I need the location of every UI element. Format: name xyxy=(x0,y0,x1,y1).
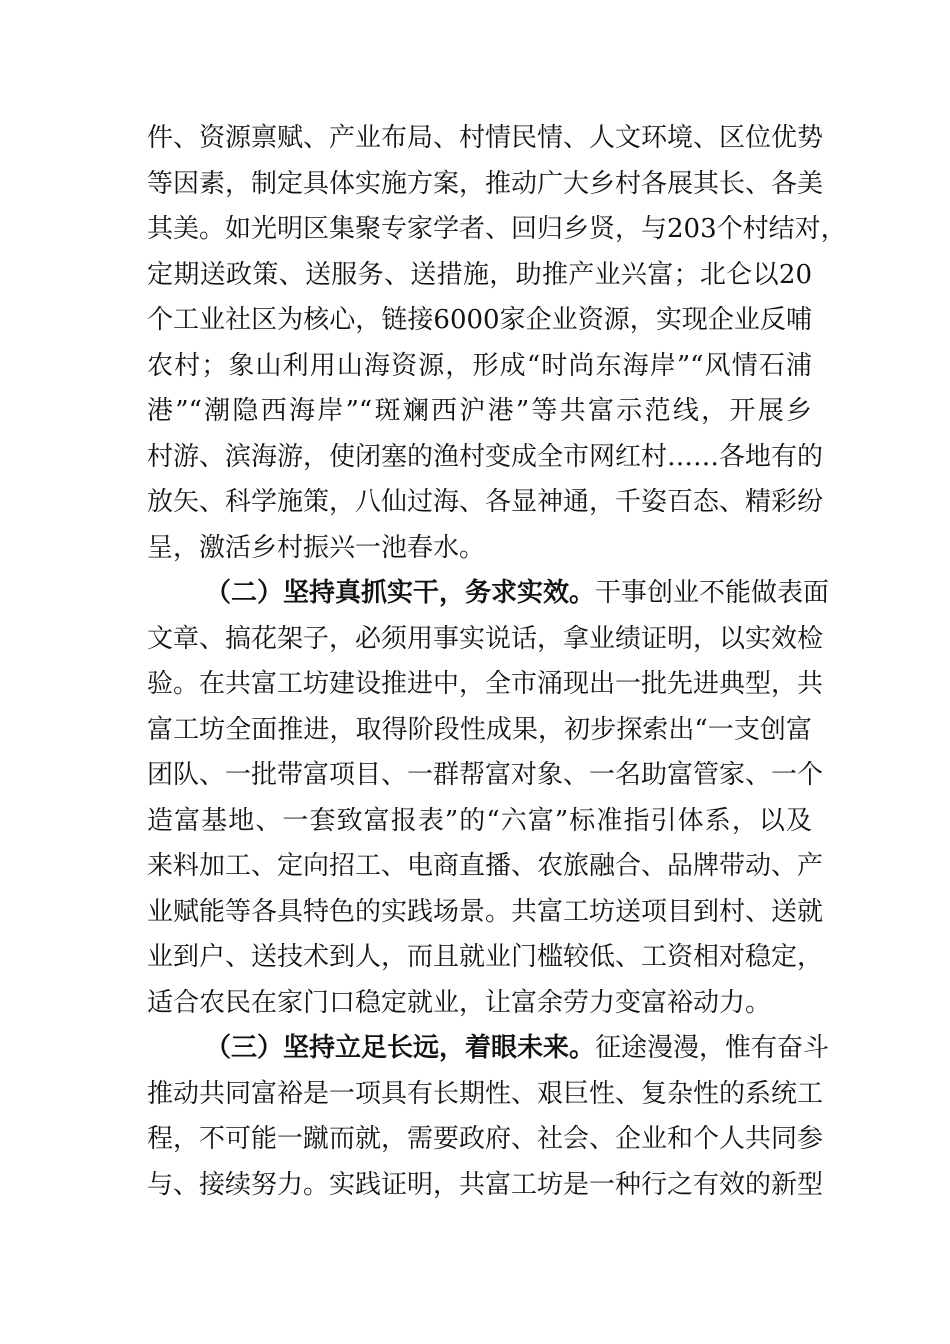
text-line: 来料加工、定向招工、电商直播、农旅融合、品牌带动、产 xyxy=(147,851,824,881)
text-line: 业到户、送技术到人，而且就业门槛较低、工资相对稳定， xyxy=(147,942,824,972)
text-line: 与、接续努力。实践证明，共富工坊是一种行之有效的新型 xyxy=(147,1169,824,1200)
text-line xyxy=(147,571,830,617)
text-line: 程，不可能一蹴而就，需要政府、社会、企业和个人共同参 xyxy=(147,1124,824,1154)
section-heading: （二）坚持真抓实干，务求实效。 xyxy=(205,578,596,608)
paragraph-2 xyxy=(147,571,830,1026)
text-line: 港”“潮隐西海岸”“斑斓西沪港”等共富示范线，开展乡 xyxy=(147,396,812,426)
text-line: 件、资源禀赋、产业布局、村情民情、人文环境、区位优势 xyxy=(147,123,824,153)
text-line xyxy=(147,1026,830,1072)
text-line: 放矢、科学施策，八仙过海、各显神通，千姿百态、精彩纷 xyxy=(147,487,824,517)
text-line: 富工坊全面推进，取得阶段性成果，初步探索出“一支创富 xyxy=(147,714,812,745)
text-line: 等因素，制定具体实施方案，推动广大乡村各展其长、各美 xyxy=(147,168,824,199)
body-text xyxy=(147,116,847,1208)
text-line: 适合农民在家门口稳定就业，让富余劳力变富裕动力。 xyxy=(147,987,772,1018)
paragraph-3 xyxy=(147,1026,830,1208)
text-line: 农村；象山利用山海资源，形成“时尚东海岸”“风情石浦 xyxy=(147,350,812,381)
text-line: 文章、搞花架子，必须用事实说话，拿业绩证明，以实效检 xyxy=(147,623,824,654)
text-line: 呈，激活乡村振兴一池春水。 xyxy=(147,532,486,563)
text-line: 村游、滨海游，使闭塞的渔村变成全市网红村……各地有的 xyxy=(147,441,824,472)
text-line: 其美。如光明区集聚专家学者、回归乡贤，与203个村结对， xyxy=(147,214,847,244)
paragraph-1 xyxy=(147,116,847,571)
text-run: 征途漫漫，惟有奋斗 xyxy=(595,1033,830,1063)
text-line: 定期送政策、送服务、送措施，助推产业兴富；北仑以20 xyxy=(147,259,812,290)
text-line: 业赋能等各具特色的实践场景。共富工坊送项目到村、送就 xyxy=(147,896,824,927)
text-line: 个工业社区为核心，链接6000家企业资源，实现企业反哺 xyxy=(147,305,812,335)
text-line: 造富基地、一套致富报表”的“六富”标准指引体系，以及 xyxy=(147,805,812,836)
text-run: 干事创业不能做表面 xyxy=(595,578,830,608)
text-line: 验。在共富工坊建设推进中，全市涌现出一批先进典型，共 xyxy=(147,669,824,699)
text-line: 推动共同富裕是一项具有长期性、艰巨性、复杂性的系统工 xyxy=(147,1078,824,1109)
section-heading: （三）坚持立足长远，着眼未来。 xyxy=(205,1033,596,1063)
text-line: 团队、一批带富项目、一群帮富对象、一名助富管家、一个 xyxy=(147,760,824,790)
